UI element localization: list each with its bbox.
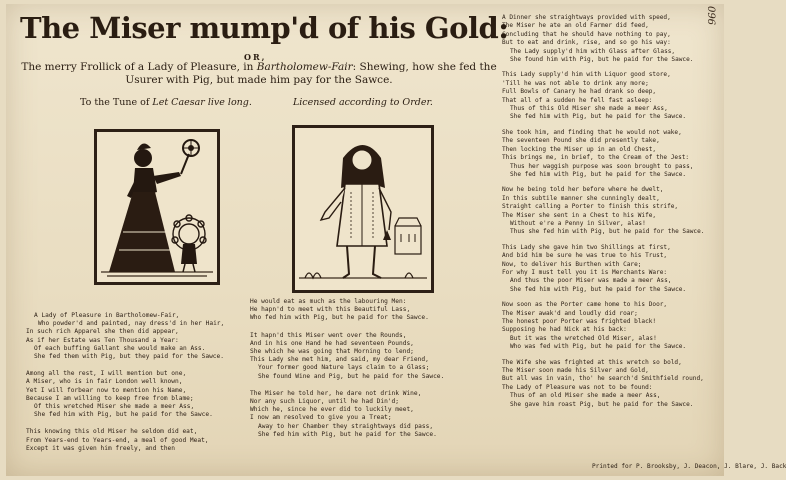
verse-line: She which he was going that Morning to lend; — [250, 348, 414, 356]
verse-line: She found Wine and Pig, but he paid for the Sawce. — [258, 372, 445, 380]
verse-line: In such rich Apparel she then did appear, — [26, 328, 179, 336]
verse-line: But it was the wretched Old Miser, alas! — [510, 334, 657, 342]
or-word: OR, — [244, 52, 267, 62]
verse-line: Thus she fed him with Pig, but he paid for the Sawce. — [510, 228, 705, 236]
verse-line: Full Bowls of Canary he had drank so deep, — [502, 88, 657, 96]
verse-line: Who powder'd and painted, nay dress'd in her Hair, — [38, 320, 225, 328]
verse-line: Your former good Nature lays claim to a Glass; — [258, 364, 430, 372]
broadside-sheet — [6, 4, 786, 476]
verse-line: For why I must tell you it is Merchants Ware: — [502, 268, 668, 276]
verse-line: Of each buffing Gallant she would make an Ass. — [34, 344, 206, 352]
verse-line: She gave him roast Pig, but he paid for the Sawce. — [510, 400, 694, 408]
verse-line: Yet I will forbear now to mention his Name, — [26, 386, 187, 394]
verse-line: This brings me, in brief, to the Cream of the Jest: — [502, 154, 690, 162]
stanza — [502, 186, 728, 236]
tune-prefix: To the Tune of — [80, 97, 150, 108]
verse-line: The Lady supply'd him with Glass after Glass, — [510, 47, 676, 55]
verse-line: From Years-end to Years-end, a meal of good Meat, — [26, 436, 209, 444]
stanza — [502, 359, 728, 409]
verse-line: A Lady of Pleasure in Bartholomew-Fair, — [34, 312, 180, 319]
verse-line: The Miser he ate an old Farmer did feed, — [502, 22, 649, 30]
ballad-subtitle — [20, 61, 498, 87]
verse-line: Now, to deliver his Burthen with Care; — [502, 260, 642, 268]
verse-line: She fed him with Pig, but he paid for the Sawce. — [510, 170, 687, 178]
verse-line: As if her Estate was Ten Thousand a Year: — [26, 336, 179, 344]
verse-column-right — [502, 14, 728, 416]
verse-line: This knowing this old Miser he seldom did eat, — [26, 428, 198, 436]
licensed-notice: Licensed according to Order. — [292, 97, 433, 108]
verse-line: Of this wretched Miser she made a meer Ass, — [34, 403, 195, 411]
verse-line: But all was in vain, tho' he search'd Smithfield round, — [502, 375, 704, 383]
verse-line: Away to her Chamber they straightways did pass, — [258, 422, 434, 430]
verse-line: This Lady she gave him two Shillings at first, — [502, 243, 671, 251]
verse-line: Among all the rest, I will mention but one, — [26, 370, 187, 378]
verse-line: She fed them with Pig, but they paid for the Sawce. — [34, 353, 224, 361]
verse-line: 'Till he was not able to drink any more; — [502, 79, 649, 87]
verse-line: The Wife she was frighted at this wretch so bold, — [502, 358, 682, 366]
verse-column-left — [26, 312, 240, 462]
verse-line: Thus of this Old Miser she made a meer Ass, — [510, 105, 668, 113]
stanza — [26, 312, 240, 361]
verse-line: The Lady of Pleasure was not to be found: — [502, 383, 653, 391]
woodcut-gentleman — [292, 125, 434, 293]
verse-line: But to eat and drink, rise, and so go his way: — [502, 39, 671, 47]
woodcut-gentleman-image — [295, 128, 431, 290]
verse-line: Which he, since he ever did to luckily meet, — [250, 406, 414, 414]
verse-line: This Lady she met him, and said, my dear Friend, — [250, 356, 429, 364]
verse-line: He hapn'd to meet with this Beautiful Lass, — [250, 306, 411, 314]
verse-line: And bid him be sure he was true to his Trust, — [502, 252, 668, 260]
verse-line: In this subtile manner she cunningly dealt, — [502, 194, 660, 202]
ballad-title: The Miser mump'd of his Gold: — [20, 11, 509, 45]
verse-line: I now am resolved to give you a Treat; — [250, 414, 392, 422]
verse-line: Who was fed with Pig, but he paid for the Sawce. — [510, 343, 687, 351]
stanza — [502, 71, 728, 121]
verse-line: Then locking the Miser up in an old Chest, — [502, 145, 657, 153]
subtitle-part-1: The merry Frollick of a Lady of Pleasure, in — [21, 61, 254, 73]
verse-line: Straight calling a Porter to finish this strife, — [502, 203, 679, 211]
stanza — [250, 390, 476, 439]
verse-line: The Miser he told her, he dare not drink Wine, — [250, 389, 422, 397]
verse-line: Who fed him with Pig, but he paid for the Sawce. — [250, 314, 429, 322]
stanza — [502, 14, 728, 64]
verse-line: That all of a sudden he fell fast asleep: — [502, 96, 653, 104]
verse-line: A Miser, who is in fair London well known, — [26, 378, 183, 386]
stanza — [26, 428, 240, 453]
printer-imprint: Printed for P. Brooksby, J. Deacon, J. Blare, J. Back — [592, 463, 786, 470]
tune-line — [80, 97, 480, 108]
verse-line: Nor any such Liquor, until he had Din'd; — [250, 398, 400, 406]
verse-line: He would eat as much as the labouring Men: — [250, 298, 407, 305]
verse-line: The Miser awak'd and loudly did roar; — [502, 309, 638, 317]
tune-name: Let Caesar live long. — [152, 97, 252, 108]
verse-line: Thus of an old Miser she made a meer Ass, — [510, 392, 661, 400]
verse-line: Except it was given him freely, and then — [26, 444, 176, 452]
verse-line: Thus her waggish purpose was soon brought to pass, — [510, 162, 694, 170]
verse-column-middle — [250, 298, 476, 448]
woodcut-lady — [94, 129, 220, 285]
verse-line: She found him with Pig, but he paid for the Sawce. — [510, 56, 694, 64]
verse-line: She took him, and finding that he would not wake, — [502, 128, 682, 136]
verse-line: Now soon as the Porter came home to his Door, — [502, 301, 668, 309]
verse-line: She fed him with Pig, but he paid for the Sawce. — [510, 113, 687, 121]
verse-line: And in his one Hand he had seventeen Pounds, — [250, 339, 414, 347]
verse-line: The Miser soon made his Silver and Gold, — [502, 367, 649, 375]
verse-line: This Lady supply'd him with Liquor good store, — [502, 71, 671, 79]
verse-line: It hapn'd this Miser went over the Rounds, — [250, 331, 407, 339]
verse-line: Now he being told her before where he dwelt, — [502, 186, 664, 194]
verse-line: Without e're a Penny in Silver, alas! — [510, 219, 646, 227]
verse-line: She fed him with Pig, but he paid for the Sawce. — [510, 285, 687, 293]
shelfmark: 096 — [704, 5, 716, 26]
verse-line: Supposing he had Nick at his back: — [502, 326, 627, 334]
stanza — [502, 129, 728, 179]
stanza — [250, 332, 476, 381]
verse-line: She fed him with Pig, but he paid for the Sawce. — [258, 430, 437, 438]
verse-line: And thus the poor Miser was made a meer Ass, — [510, 277, 672, 285]
subtitle-place: Bartholomew-Fair — [256, 61, 353, 73]
verse-line: Concluding that he should have nothing to pay, — [502, 30, 671, 38]
verse-line: She fed him with Pig, but he paid for the Sawce. — [34, 411, 213, 419]
stanza — [502, 301, 728, 351]
verse-line: Because I am willing to keep free from blame; — [26, 394, 194, 402]
verse-line: The seventeen Pound she did presently take, — [502, 137, 660, 145]
stanza — [502, 244, 728, 294]
woodcut-lady-image — [97, 132, 217, 282]
verse-line: The honest poor Porter was frighted black! — [502, 318, 657, 325]
subtitle-part-2: : Shewing, how she fed the Usurer with Pig, but made him pay for the Sawce. — [125, 61, 497, 86]
verse-line: A Dinner she straightways provided with speed, — [502, 14, 671, 21]
stanza — [250, 298, 476, 323]
stanza — [26, 370, 240, 419]
verse-line: The Miser she sent in a Chest to his Wife, — [502, 211, 657, 219]
